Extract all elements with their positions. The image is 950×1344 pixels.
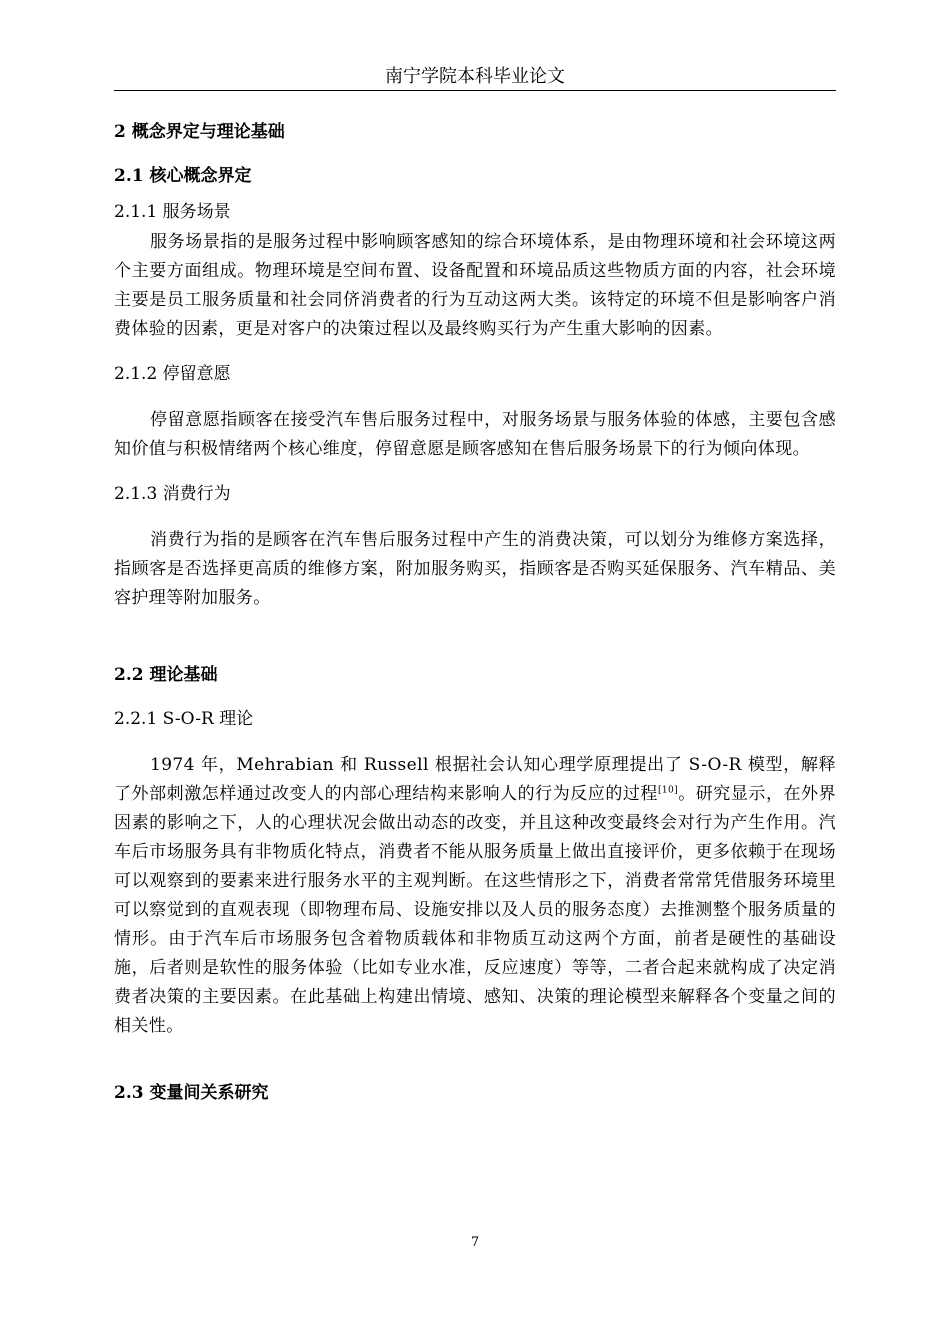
citation-marker: [10] xyxy=(657,785,679,796)
section-2-1-3-heading: 2.1.3 消费行为 xyxy=(114,484,231,504)
section-2-2-heading: 2.2 理论基础 xyxy=(114,665,218,685)
paragraph-text-part-2: 。研究显示，在外界因素的影响之下，人的心理状况会做出动态的改变，并且这种改变最终会对行为产生作用。汽车后市场服务具有非物质化特点，消费者不能从服务质量上做出直接评价，更多依赖于在现场可以观察到的要素来进行服务水平的主观判断。在这些情形之下，消费者常常凭借服务环境里可以察觉到的直观表现（即物理布局、设施安排以及人员的服务态度）去推测整个服务质量的情形。由于汽车后市场服务包含着物质载体和非物质互动这两个方面，前者是硬性的基础设施，后者则是软性的服务体验（比如专业水准，反应速度）等等，二者合起来就构成了决定消费者决策的主要因素。在此基础上构建出情境、感知、决策的理论模型来解释各个变量之间的相关性。 xyxy=(114,784,836,1036)
section-2-2-1-heading: 2.2.1 S-O-R 理论 xyxy=(114,709,254,729)
section-2-2-1-paragraph xyxy=(114,751,836,1041)
section-2-heading: 2 概念界定与理论基础 xyxy=(114,122,285,142)
page-number: 7 xyxy=(470,1235,480,1250)
section-2-1-3-paragraph: 消费行为指的是顾客在汽车售后服务过程中产生的消费决策，可以划分为维修方案选择，指顾客是否选择更高质的维修方案，附加服务购买，指顾客是否购买延保服务、汽车精品、美容护理等附加服务。 xyxy=(114,530,836,608)
header-title: 南宁学院本科毕业论文 xyxy=(385,66,565,87)
document-body xyxy=(114,110,836,1105)
section-2-1-1-paragraph: 服务场景指的是服务过程中影响顾客感知的综合环境体系，是由物理环境和社会环境这两个主要方面组成。物理环境是空间布置、设备配置和环境品质这些物质方面的内容，社会环境主要是员工服务质量和社会同侪消费者的行为互动这两大类。该特定的环境不但是影响客户消费体验的因素，更是对客户的决策过程以及最终购买行为产生重大影响的因素。 xyxy=(114,232,836,339)
section-2-1-1-heading: 2.1.1 服务场景 xyxy=(114,202,231,222)
section-2-1-2-paragraph: 停留意愿指顾客在接受汽车售后服务过程中，对服务场景与服务体验的体感，主要包含感知价值与积极情绪两个核心维度，停留意愿是顾客感知在售后服务场景下的行为倾向体现。 xyxy=(114,410,836,459)
section-2-1-2-heading: 2.1.2 停留意愿 xyxy=(114,364,231,384)
section-2-1-heading: 2.1 核心概念界定 xyxy=(114,166,252,186)
page-header xyxy=(114,64,836,91)
paragraph-text-part-1: 1974 年，Mehrabian 和 Russell 根据社会认知心理学原理提出了 S-O-R 模型，解释了外部刺激怎样通过改变人的内部心理结构来影响人的行为反应的过程 xyxy=(114,755,836,804)
section-2-3-heading: 2.3 变量间关系研究 xyxy=(114,1083,269,1103)
